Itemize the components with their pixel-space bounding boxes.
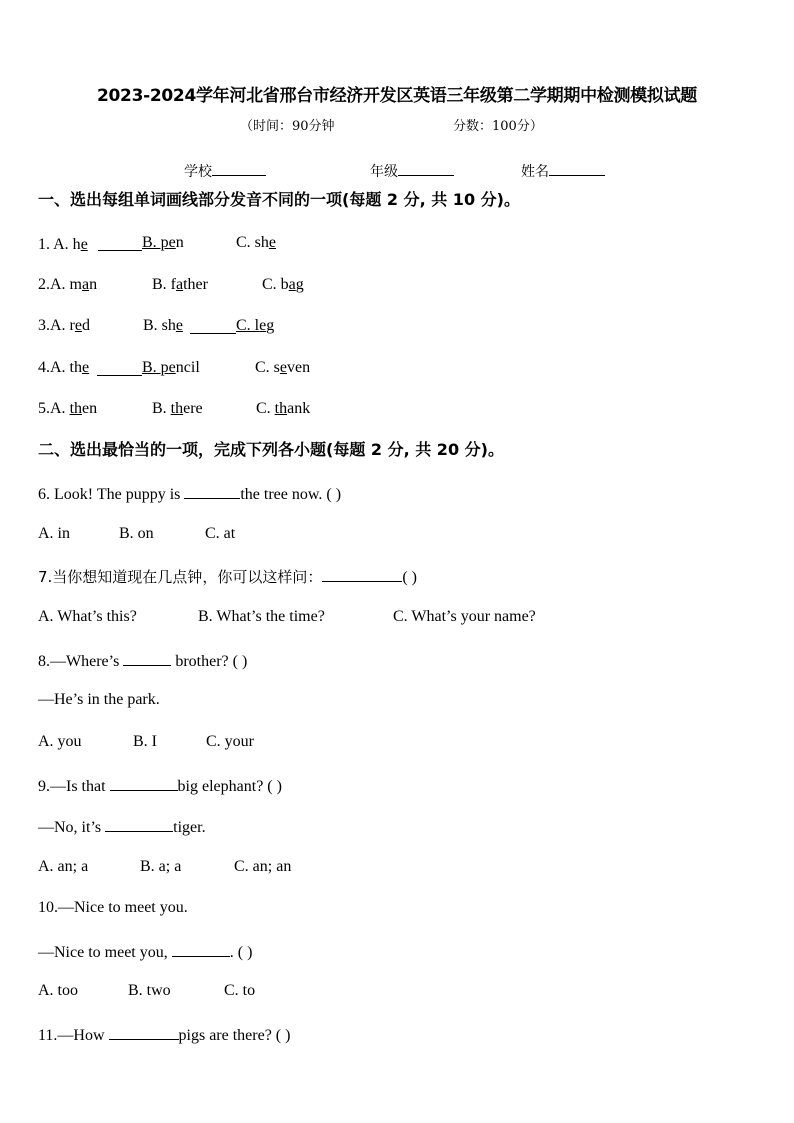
q9-option-b[interactable]: B. a; a bbox=[140, 858, 182, 875]
q8-answer: —He’s in the park. bbox=[38, 691, 160, 708]
question-2: 2.A. man bbox=[38, 276, 98, 293]
q4-option-b: B. pencil bbox=[142, 359, 200, 376]
name-blank[interactable] bbox=[549, 161, 605, 176]
q9-option-a[interactable]: A. an; a bbox=[38, 858, 89, 875]
q5-option-b: B. there bbox=[152, 400, 203, 417]
grade-label: 年级 bbox=[370, 164, 398, 180]
question-8: 8.—Where’s brother? ( ) bbox=[38, 653, 248, 670]
name-field bbox=[521, 161, 605, 179]
q9-blank-2[interactable] bbox=[105, 817, 173, 832]
section-2-heading: 二、选出最恰当的一项，完成下列各小题(每题 2 分, 共 20 分)。 bbox=[38, 440, 504, 459]
school-field bbox=[184, 161, 266, 179]
q10-option-b[interactable]: B. two bbox=[128, 982, 171, 999]
q10-option-a[interactable]: A. too bbox=[38, 982, 78, 999]
q7-option-c[interactable]: C. What’s your name? bbox=[393, 608, 536, 625]
q8-blank[interactable] bbox=[123, 651, 171, 666]
q10-option-c[interactable]: C. to bbox=[224, 982, 256, 999]
q1-gap-line bbox=[98, 235, 142, 251]
question-11: 11.—How pigs are there? ( ) bbox=[38, 1027, 291, 1044]
question-3: 3.A. red bbox=[38, 317, 90, 334]
q3-gap-line bbox=[190, 318, 236, 334]
q5-option-c: C. thank bbox=[256, 400, 311, 417]
q7-option-b[interactable]: B. What’s the time? bbox=[198, 608, 325, 625]
q10-blank[interactable] bbox=[172, 942, 230, 957]
q8-option-b[interactable]: B. I bbox=[133, 733, 157, 750]
q4-option-c: C. seven bbox=[255, 359, 311, 376]
q6-option-b[interactable]: B. on bbox=[119, 525, 154, 542]
section-1-heading: 一、选出每组单词画线部分发音不同的一项(每题 2 分, 共 10 分)。 bbox=[38, 190, 520, 209]
q11-blank[interactable] bbox=[109, 1025, 179, 1040]
q7-option-a[interactable]: A. What’s this? bbox=[38, 608, 137, 625]
time-label: （时间：90分钟 bbox=[240, 119, 335, 134]
q6-option-a[interactable]: A. in bbox=[38, 525, 70, 542]
q10-answer: —Nice to meet you, . ( ) bbox=[38, 944, 253, 961]
question-6: 6. Look! The puppy is the tree now. ( ) bbox=[38, 486, 342, 503]
q9-option-c[interactable]: C. an; an bbox=[234, 858, 292, 875]
q6-blank[interactable] bbox=[184, 484, 240, 499]
q4-gap-line bbox=[97, 360, 142, 376]
q2-option-c: C. bag bbox=[262, 276, 304, 293]
q6-option-c[interactable]: C. at bbox=[205, 525, 236, 542]
q3-option-b: B. she bbox=[143, 317, 184, 334]
question-1: 1. A. he bbox=[38, 236, 88, 253]
question-10: 10.—Nice to meet you. bbox=[38, 899, 188, 916]
question-7: 7.当你想知道现在几点钟，你可以这样问： ( ) bbox=[38, 568, 417, 586]
question-4: 4.A. the bbox=[38, 359, 90, 376]
q8-option-c[interactable]: C. your bbox=[206, 733, 254, 750]
question-9: 9.—Is that big elephant? ( ) bbox=[38, 778, 282, 795]
q1-option-b: B. pen bbox=[142, 234, 184, 251]
q9-blank-1[interactable] bbox=[110, 776, 178, 791]
score-label: 分数：100分） bbox=[453, 119, 543, 134]
page-title: 2023-2024学年河北省邢台市经济开发区英语三年级第二学期期中检测模拟试题 bbox=[97, 86, 697, 106]
q2-option-b: B. father bbox=[152, 276, 208, 293]
name-label: 姓名 bbox=[521, 164, 549, 180]
grade-field bbox=[370, 161, 454, 179]
question-5: 5.A. then bbox=[38, 400, 98, 417]
q7-blank[interactable] bbox=[322, 567, 402, 582]
school-blank[interactable] bbox=[212, 161, 266, 176]
q9-answer: —No, it’s tiger. bbox=[38, 819, 206, 836]
q1-option-c: C. she bbox=[236, 234, 277, 251]
school-label: 学校 bbox=[184, 164, 212, 180]
grade-blank[interactable] bbox=[398, 161, 454, 176]
q3-option-c: C. leg bbox=[236, 317, 275, 334]
q8-option-a[interactable]: A. you bbox=[38, 733, 82, 750]
